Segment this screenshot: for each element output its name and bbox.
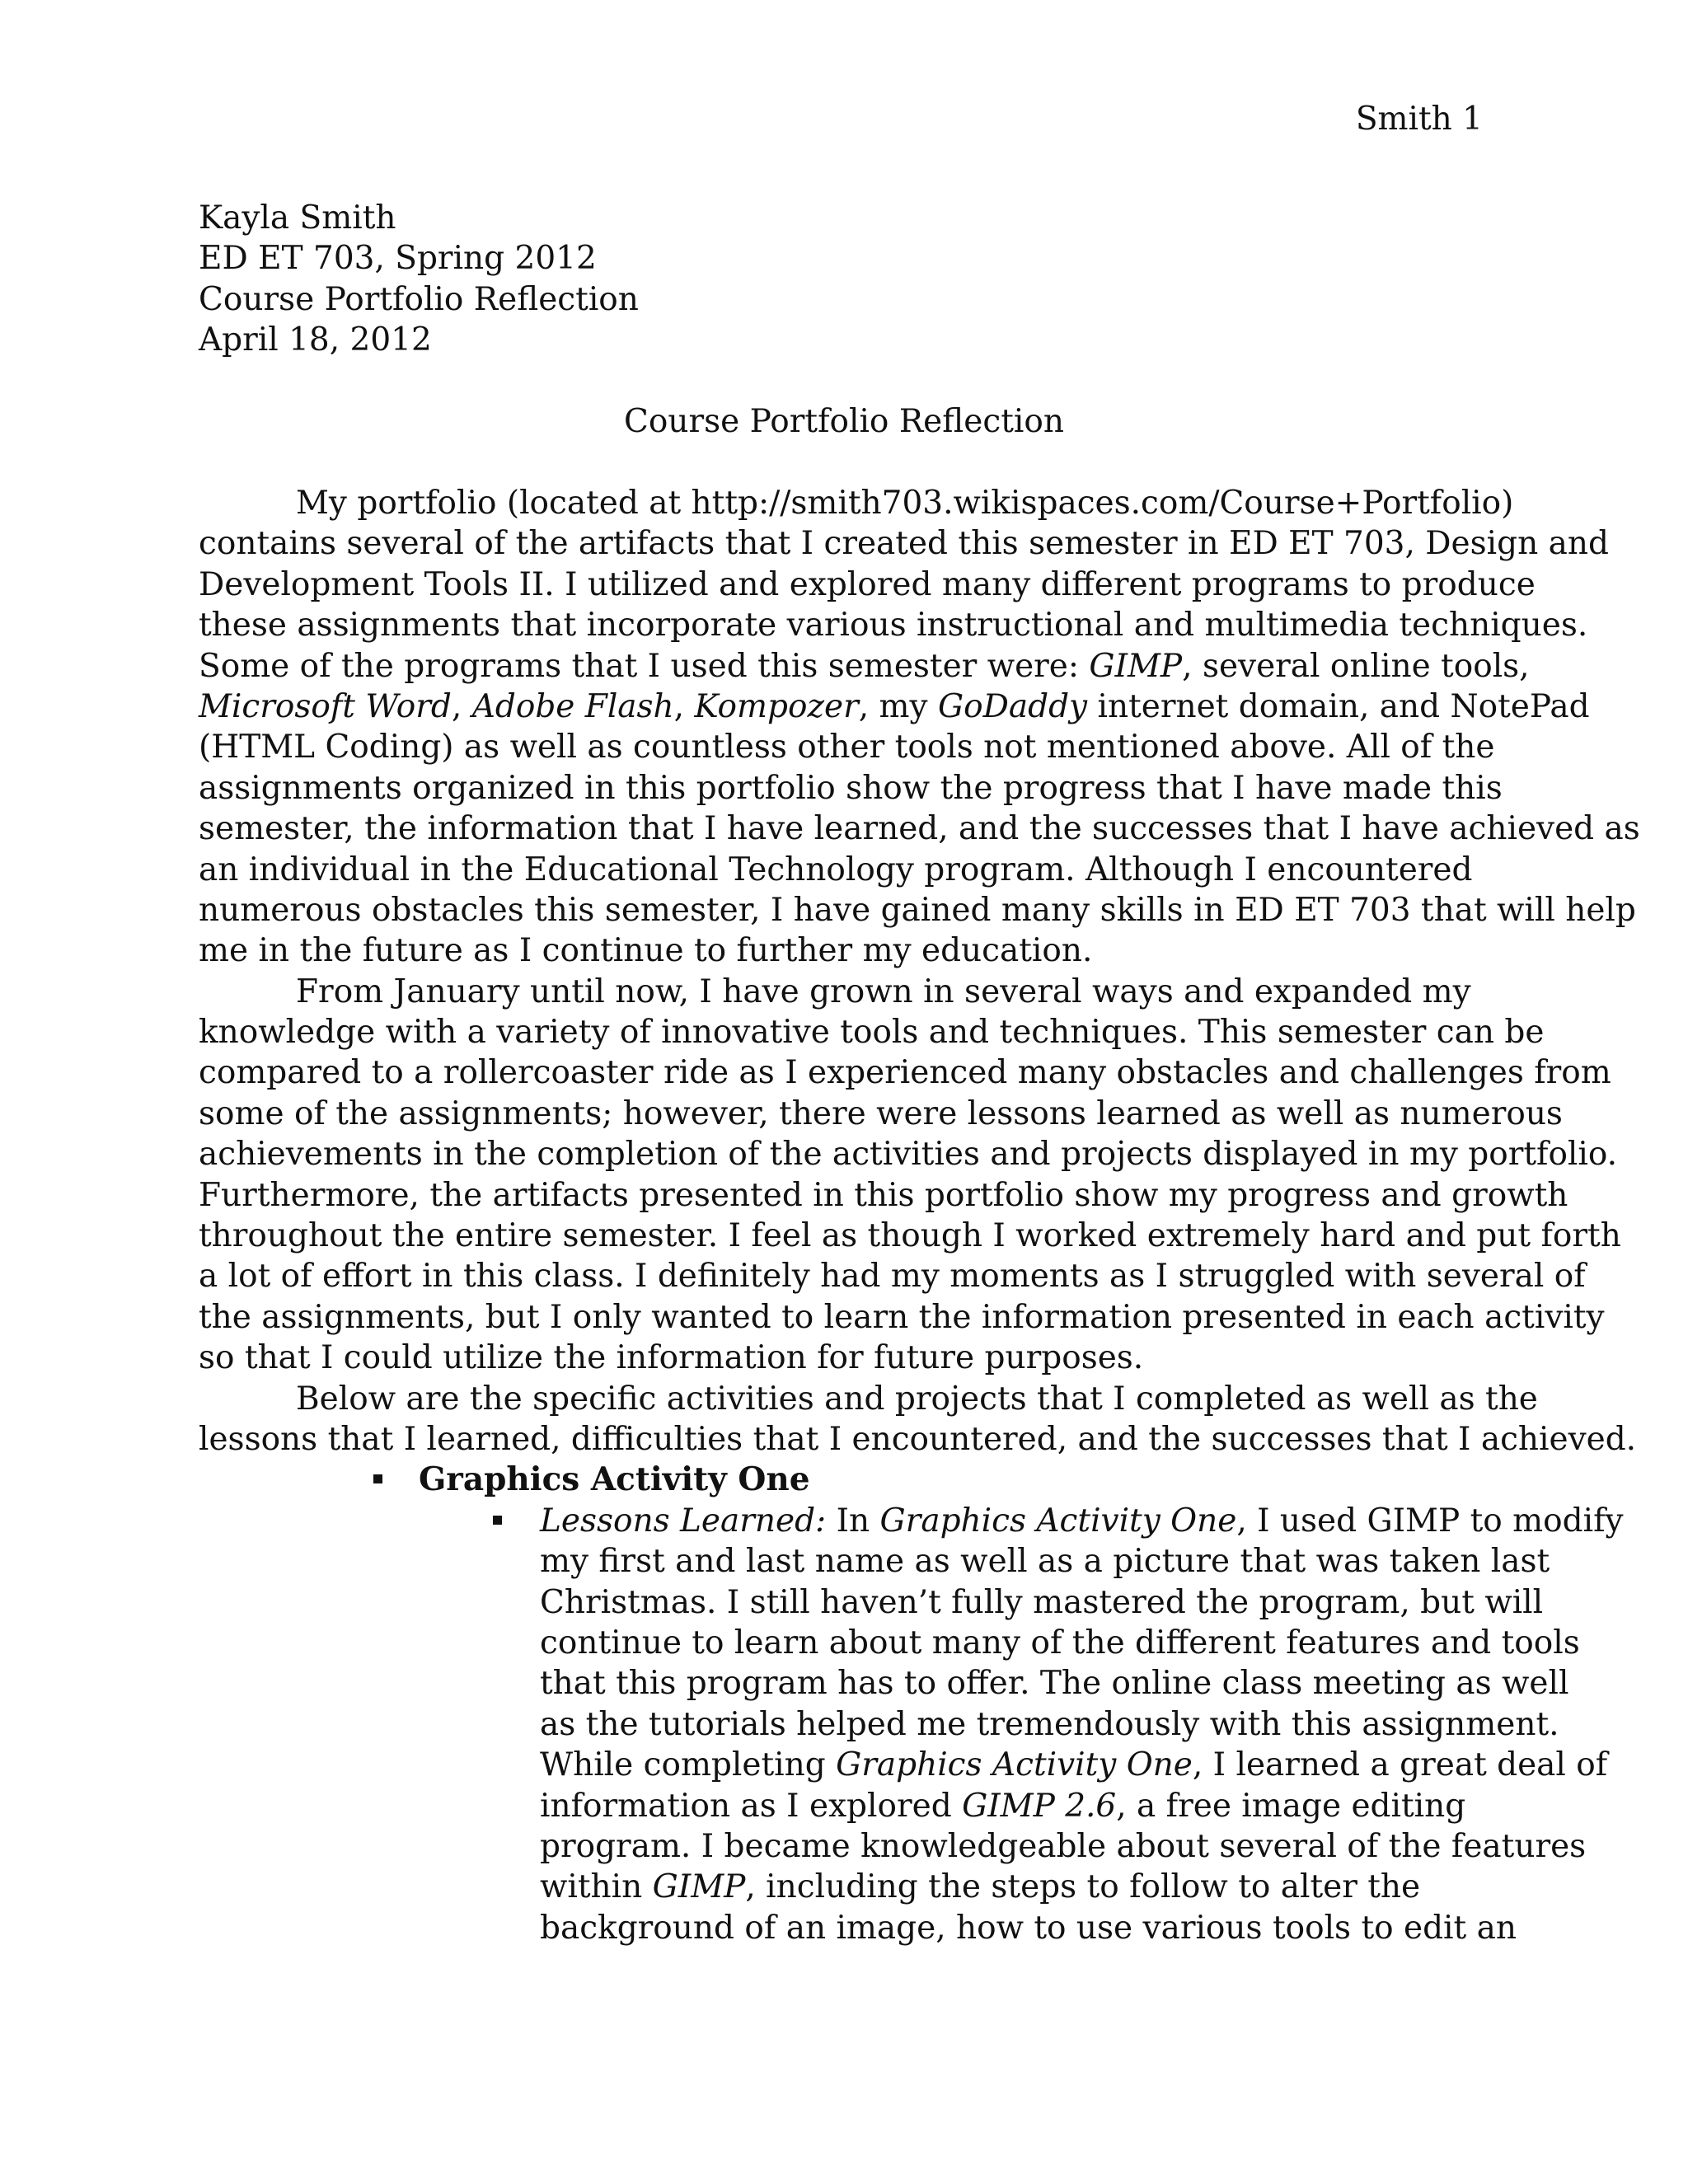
- paragraph-growth: [199, 972, 1621, 1379]
- text-run: , I learned a great deal of: [1192, 1746, 1608, 1784]
- text-line: [199, 930, 1484, 971]
- text-run: numerous obstacles this semester, I have gained many skills in ED ET 703 that will help: [199, 891, 1636, 929]
- text-run: , several online tools,: [1182, 647, 1530, 685]
- text-line: [199, 1541, 1550, 1582]
- italic-text: Lessons Learned:: [540, 1502, 827, 1540]
- text-run: achievements in the completion of the activities and projects displayed in my portfolio.: [199, 1136, 1618, 1174]
- text-run: the assignments, but I only wanted to learn the information presented in each activity: [199, 1298, 1605, 1336]
- text-line: [199, 1134, 1618, 1174]
- text-line: [199, 565, 1536, 605]
- text-run: Some of the programs that I used this semester were:: [199, 647, 1090, 685]
- text-run: some of the assignments; however, there were lessons learned as well as numerous: [199, 1094, 1563, 1132]
- text-line: [199, 1175, 1568, 1216]
- text-line: [199, 1663, 1569, 1704]
- text-line: [199, 1908, 1517, 1948]
- text-run: ,: [673, 687, 695, 725]
- text-run: program. I became knowledgeable about several of the features: [540, 1827, 1587, 1865]
- text-line: [199, 1216, 1621, 1256]
- page-number-header: Smith 1: [1355, 101, 1483, 138]
- text-line: [199, 727, 1495, 767]
- text-run: information as I explored: [540, 1787, 963, 1825]
- italic-text: Kompozer: [694, 687, 859, 725]
- italic-text: Graphics Activity One: [879, 1502, 1237, 1540]
- text-line: [199, 605, 1588, 645]
- text-line: [199, 1745, 1608, 1785]
- italic-text: GIMP 2.6: [962, 1787, 1117, 1825]
- document-date: April 18, 2012: [199, 321, 432, 359]
- text-run: My portfolio (located at http://smith703.wikispaces.com/Course+Portfolio): [296, 485, 1514, 522]
- text-run: , including the steps to follow to alter the: [745, 1868, 1421, 1906]
- square-bullet-icon: [373, 1474, 382, 1483]
- text-line: [199, 1867, 1484, 1907]
- paragraph-activities-intro: [199, 1379, 1637, 1460]
- paragraph-intro: [199, 483, 1640, 972]
- italic-text: Adobe Flash: [471, 687, 674, 725]
- text-run: a lot of effort in this class. I definitely had my moments as I struggled with several of: [199, 1258, 1586, 1296]
- text-run: knowledge with a variety of innovative tools and techniques. This semester can be: [199, 1014, 1545, 1052]
- text-line: [199, 1419, 1637, 1460]
- text-line: [199, 483, 1514, 523]
- italic-text: Graphics Activity One: [836, 1746, 1193, 1784]
- assignment-name: Course Portfolio Reflection: [199, 280, 639, 318]
- text-run: as the tutorials helped me tremendously with this assignment.: [540, 1705, 1559, 1743]
- text-line: [199, 768, 1503, 808]
- text-run: these assignments that incorporate various instructional and multimedia techniques.: [199, 607, 1588, 644]
- document-body: [199, 483, 1640, 1948]
- text-run: , a free image editing: [1116, 1787, 1466, 1825]
- text-run: within: [540, 1868, 653, 1906]
- activity-title: Graphics Activity One: [419, 1460, 810, 1499]
- text-run: continue to learn about many of the different features and tools: [540, 1624, 1580, 1661]
- text-line: [199, 808, 1640, 849]
- text-line: [199, 1297, 1605, 1338]
- text-run: background of an image, how to use various tools to edit an: [540, 1909, 1517, 1947]
- mla-heading: [199, 198, 639, 361]
- italic-text: Microsoft Word: [199, 687, 452, 725]
- text-run: In: [826, 1502, 880, 1540]
- text-line: [199, 1786, 1484, 1826]
- text-run: , my: [858, 687, 938, 725]
- text-run: lessons that I learned, difficulties that I encountered, and the successes that I achieved.: [199, 1420, 1637, 1458]
- document-title: Course Portfolio Reflection: [624, 403, 1064, 440]
- text-line: [199, 1826, 1587, 1867]
- activity-list: [199, 1460, 1624, 1948]
- text-run: compared to a rollercoaster ride as I experienced many obstacles and challenges from: [199, 1054, 1611, 1092]
- text-run: Christmas. I still haven’t fully mastered the program, but will: [540, 1583, 1544, 1621]
- text-run: assignments organized in this portfolio show the progress that I have made this: [199, 769, 1503, 807]
- text-run: , I used GIMP to modify: [1236, 1502, 1624, 1540]
- text-run: throughout the entire semester. I feel as though I worked extremely hard and put forth: [199, 1217, 1621, 1255]
- text-line: [199, 890, 1636, 930]
- text-line: [199, 1256, 1586, 1296]
- italic-text: GoDaddy: [937, 687, 1088, 725]
- text-run: my first and last name as well as a picture that was taken last: [540, 1543, 1550, 1581]
- text-line: [199, 1052, 1611, 1093]
- text-line: [199, 646, 1530, 687]
- text-run: that this program has to offer. The online class meeting as well: [540, 1665, 1569, 1703]
- course-info: ED ET 703, Spring 2012: [199, 240, 597, 278]
- text-run: From January until now, I have grown in several ways and expanded my: [296, 972, 1471, 1010]
- text-line: [199, 1582, 1544, 1623]
- sub-list: [199, 1501, 1624, 1948]
- author-name: Kayla Smith: [199, 199, 396, 237]
- text-line: [199, 850, 1484, 890]
- sub-list-item: [199, 1501, 1624, 1541]
- text-run: me in the future as I continue to further my education.: [199, 932, 1093, 970]
- text-line: [199, 1623, 1580, 1663]
- text-line: [199, 687, 1590, 727]
- text-line: [199, 1338, 1484, 1378]
- text-line: [199, 1012, 1545, 1052]
- text-run: so that I could utilize the information for future purposes.: [199, 1339, 1144, 1377]
- text-run: (HTML Coding) as well as countless other tools not mentioned above. All of the: [199, 729, 1495, 766]
- text-line: [199, 972, 1484, 1012]
- italic-text: GIMP: [1089, 647, 1183, 685]
- text-run: Furthermore, the artifacts presented in this portfolio show my progress and growth: [199, 1176, 1568, 1214]
- text-run: Below are the specific activities and projects that I completed as well as the: [296, 1380, 1538, 1418]
- text-run: ,: [451, 687, 472, 725]
- text-run: contains several of the artifacts that I created this semester in ED ET 703, Design and: [199, 525, 1609, 563]
- text-line: [199, 1094, 1563, 1134]
- text-run: internet domain, and NotePad: [1087, 687, 1590, 725]
- square-bullet-icon: [493, 1516, 502, 1525]
- text-line: [199, 523, 1609, 564]
- text-line: [199, 1704, 1559, 1745]
- italic-text: GIMP: [652, 1868, 746, 1906]
- text-run: While completing: [540, 1746, 837, 1784]
- text-run: Development Tools II. I utilized and explored many different programs to produce: [199, 565, 1536, 603]
- text-line: [199, 1379, 1538, 1419]
- text-run: an individual in the Educational Technology program. Although I encountered: [199, 851, 1473, 888]
- list-item: [199, 1460, 1484, 1500]
- text-run: semester, the information that I have learned, and the successes that I have achieved as: [199, 810, 1640, 848]
